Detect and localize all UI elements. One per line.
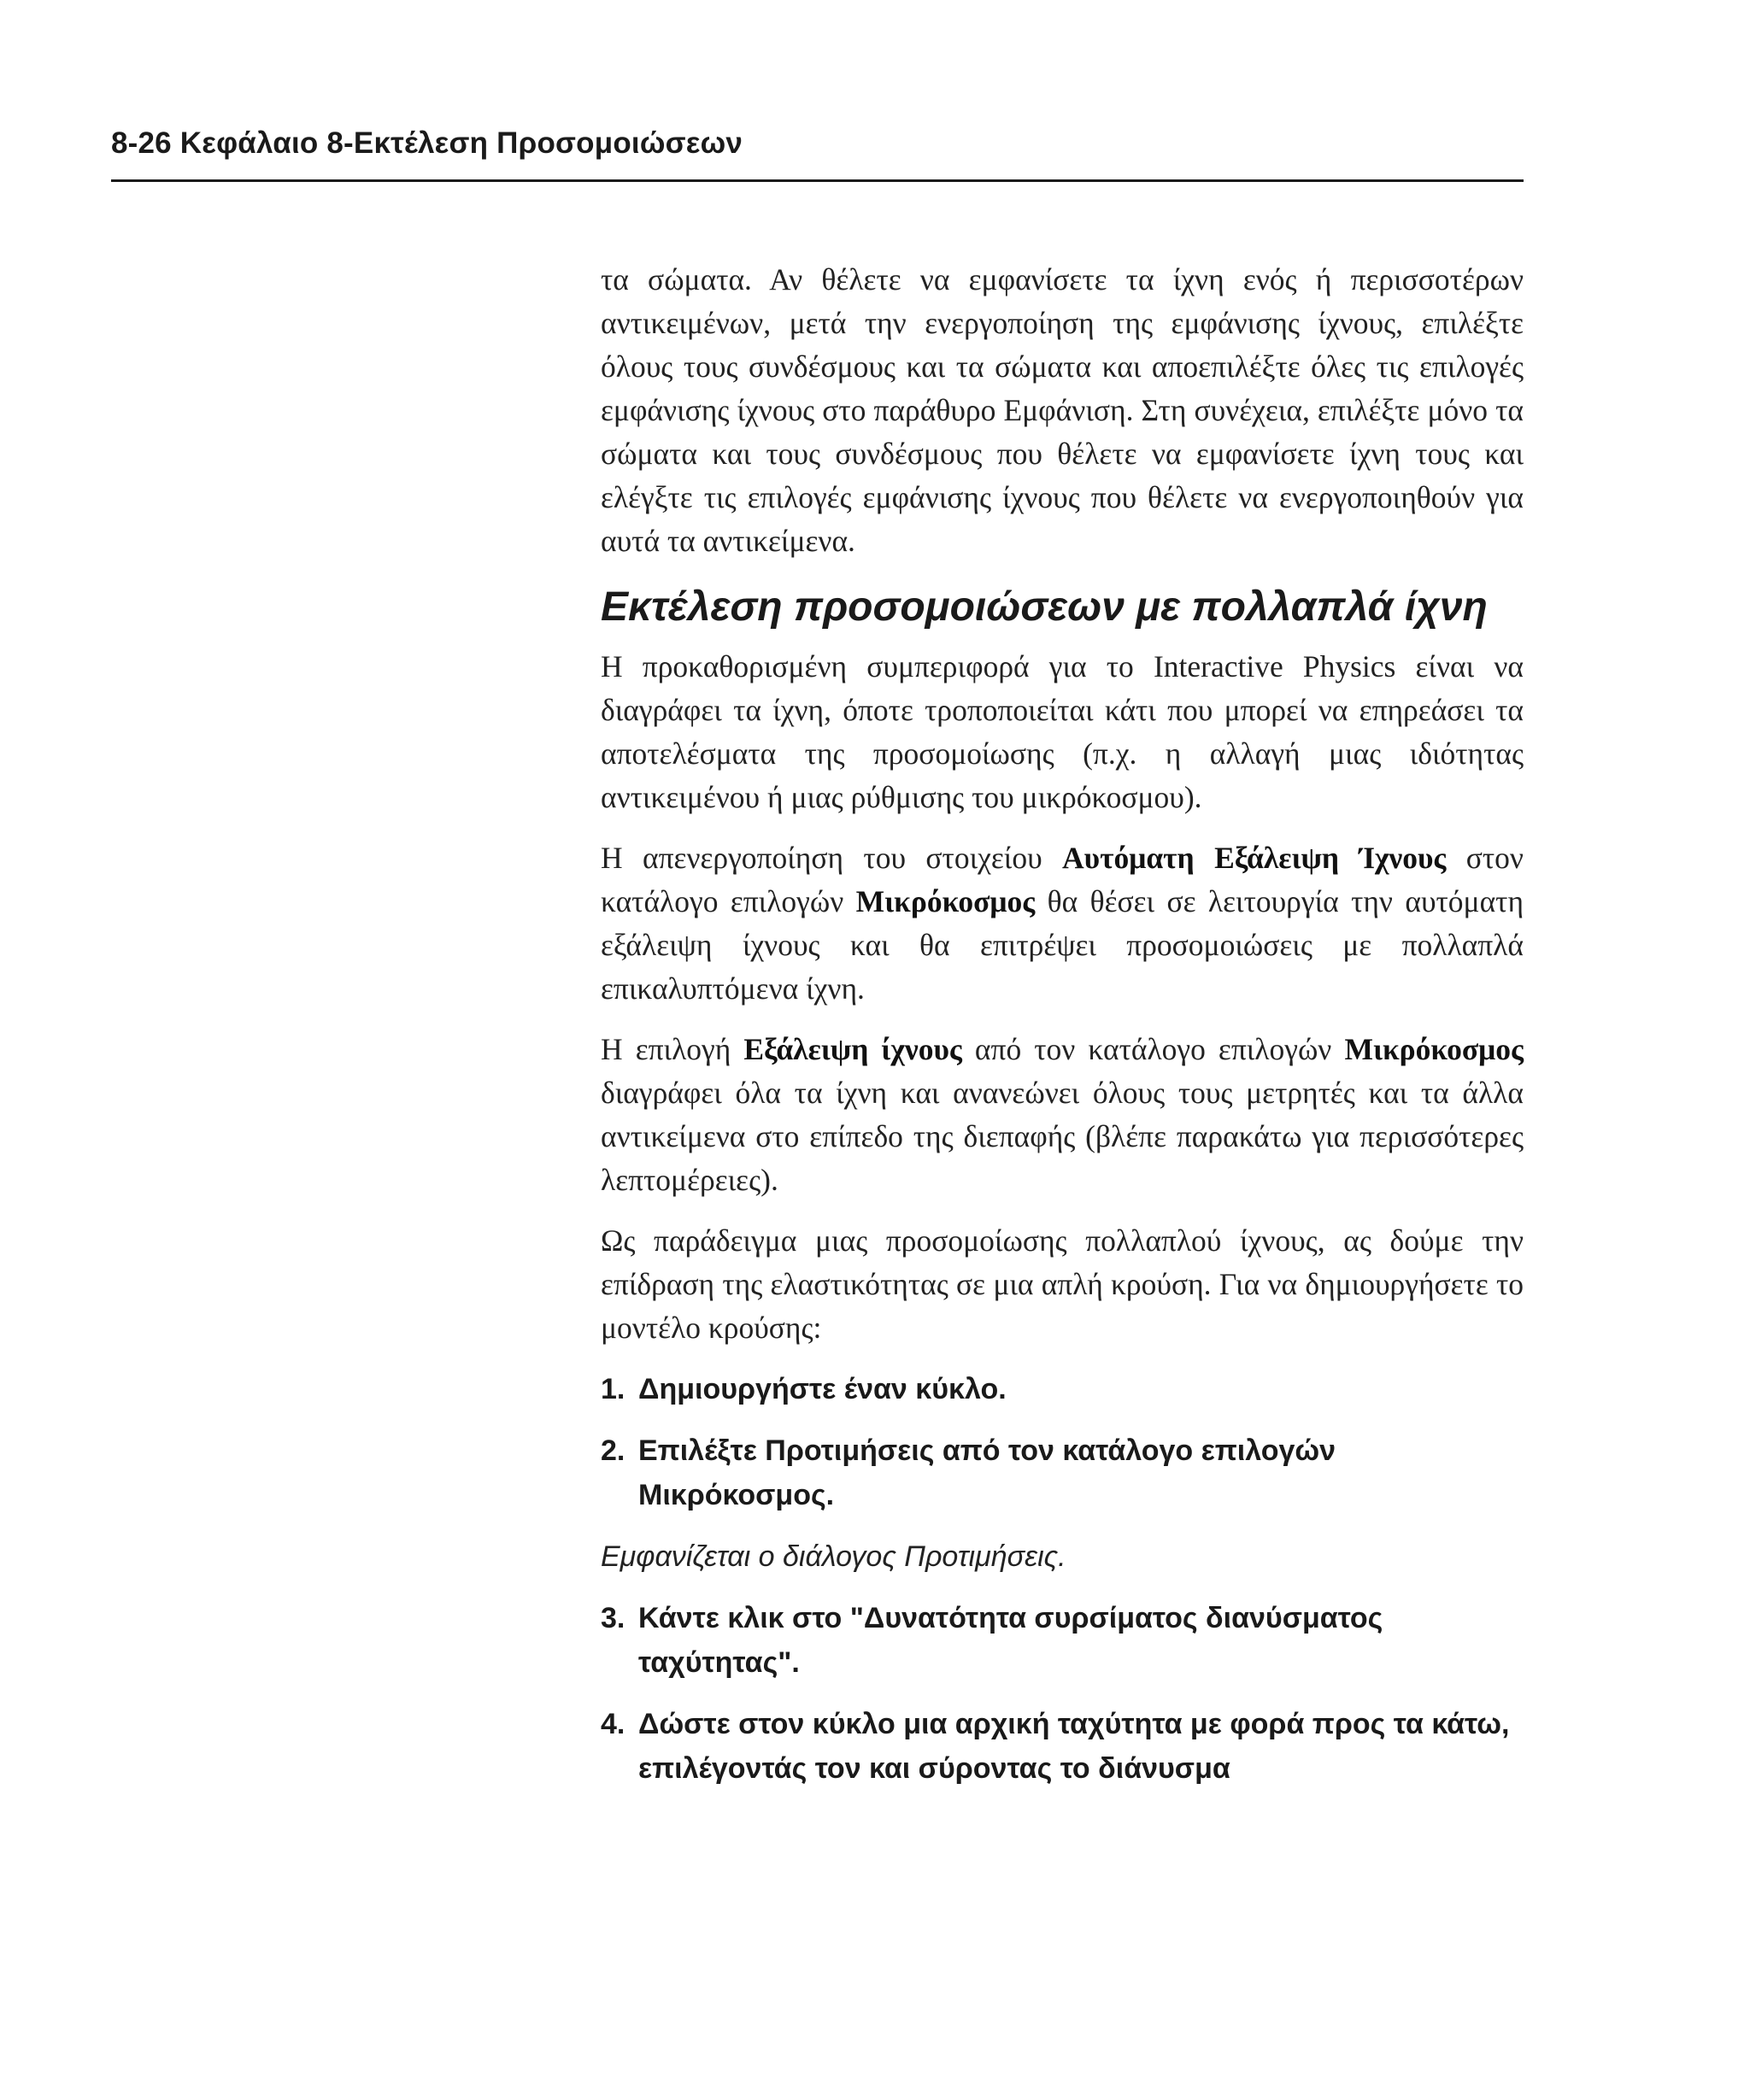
menu-name-world: Μικρόκοσμος [855,884,1036,918]
menu-item-auto-erase-track: Αυτόματη Εξάλειψη Ίχνους [1062,841,1447,875]
text-run: διαγράφει όλα τα ίχνη και ανανεώνει όλους τους μετρητές και τα άλλα αντικείμενα στο επίπεδο της διεπαφής (βλέπε παρακάτω για περισσότερες λεπτομέρειες). [601,1076,1524,1197]
paragraph-erase-track [601,1028,1524,1202]
text-run: στον κατάλογο επιλογών [601,841,1524,918]
paragraph-auto-erase [601,836,1524,1011]
step-number: 3. [601,1602,625,1634]
header-rule [111,179,1524,182]
step-text: Δημιουργήστε έναν κύκλο. [638,1373,1007,1405]
paragraph-default-behavior: Η προκαθορισμένη συμπεριφορά για το Interactive Physics είναι να διαγράφει τα ίχνη, όποτε τροποποιείται κάτι που μπορεί να επηρεάσει τα αποτελέσματα της προσομοίωσης (π.χ. η αλλαγή μιας ιδιότητας αντικειμένου ή μιας ρύθμισης του μικρόκοσμου). [601,649,1524,814]
step-text: Επιλέξτε Προτιμήσεις από τον κατάλογο επιλογών Μικρόκοσμος. [638,1434,1336,1511]
step-number: 2. [601,1434,625,1467]
text-run: θα θέσει σε λειτουργία την αυτόματη εξάλειψη ίχνους και θα επιτρέψει προσομοιώσεις με πολλαπλά επικαλυπτόμενα ίχνη. [601,884,1524,1006]
step-number: 1. [601,1373,625,1405]
main-content [601,258,1524,1808]
running-header: 8-26 Κεφάλαιο 8-Εκτέλεση Προσομοιώσεων [111,126,743,160]
menu-name-world: Μικρόκοσμος [1344,1032,1524,1066]
text-run: από τον κατάλογο επιλογών [961,1032,1345,1066]
step-text: Δώστε στον κύκλο μια αρχική ταχύτητα με φορά προς τα κάτω, επιλέγοντάς τον και σύροντας το διάνυσμα [638,1708,1510,1785]
step-3 [601,1596,1524,1685]
paragraph-example-intro: Ως παράδειγμα μιας προσομοίωσης πολλαπλού ίχνους, ας δούμε την επίδραση της ελαστικότητας σε μια απλή κρούση. Για να δημιουργήσετε το μοντέλο κρούσης: [601,1223,1524,1345]
step-text: Κάντε κλικ στο "Δυνατότητα συρσίματος διανύσματος ταχύτητας". [638,1602,1383,1679]
text-run: Η επιλογή [601,1032,744,1066]
text-run: Η απενεργοποίηση του στοιχείου [601,841,1063,875]
section-title: Εκτέλεση προσομοιώσεων με πολλαπλά ίχνη [601,584,1488,630]
menu-item-erase-track: Εξάλειψη ίχνους [743,1032,962,1066]
step-4 [601,1702,1524,1791]
step-1 [601,1367,1524,1411]
intro-paragraph: τα σώματα. Αν θέλετε να εμφανίσετε τα ίχνη ενός ή περισσοτέρων αντικειμένων, μετά την ενεργοποίηση της εμφάνισης ίχνους, επιλέξτε όλους τους συνδέσμους και τα σώματα και αποεπιλέξτε όλες τις επιλογές εμφάνισης ίχνους στο παράθυρο Εμφάνιση. Στη συνέχεια, επιλέξτε μόνο τα σώματα και τους συνδέσμους που θέλετε να εμφανίσετε ίχνη τους και ελέγξτε τις επιλογές εμφάνισης ίχνους που θέλετε να ενεργοποιηθούν για αυτά τα αντικείμενα. [601,262,1524,558]
step-number: 4. [601,1708,625,1740]
step-2 [601,1428,1524,1517]
step-2-result: Εμφανίζεται ο διάλογος Προτιμήσεις. [601,1540,1066,1573]
